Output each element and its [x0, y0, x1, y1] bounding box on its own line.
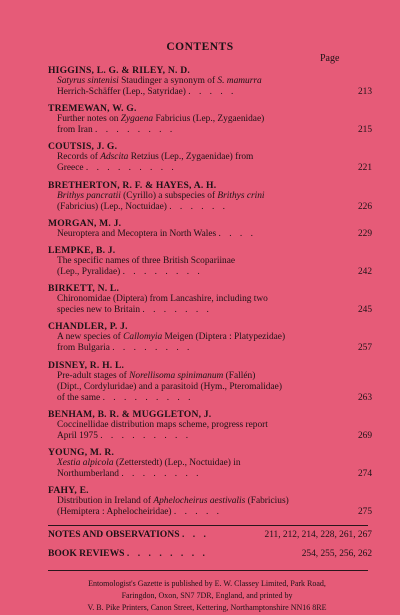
- entry-author: MORGAN, M. J.: [48, 217, 122, 229]
- contents-entry: [48, 283, 372, 316]
- entry-title-line: [48, 125, 372, 136]
- italic-taxon: Aphelocheirus aestivalis: [153, 496, 246, 507]
- page-number: 242: [357, 266, 372, 277]
- entry-title-line: [48, 507, 372, 518]
- contents-entry: [48, 408, 372, 442]
- dot-leader: . . . . . . . . .: [100, 430, 192, 441]
- entry-title-line: [48, 87, 372, 98]
- title-text: of the same: [57, 392, 101, 403]
- entry-author: FAHY, E.: [48, 485, 89, 497]
- entry-author: BENHAM, B. R. & MUGGLETON, J.: [48, 408, 212, 420]
- entry-title-line: [48, 152, 356, 163]
- title-text: Neuroptera and Mecoptera in North Wales: [57, 228, 217, 239]
- section-label: BOOK REVIEWS: [48, 548, 125, 559]
- dot-leader: . . . . . . . . .: [102, 392, 194, 403]
- section-pages: 211, 212, 214, 228, 261, 267: [264, 530, 372, 540]
- page-number: 274: [357, 468, 372, 479]
- section-label: NOTES AND OBSERVATIONS: [48, 529, 180, 540]
- entry-title-line: [48, 163, 372, 174]
- contents-entry: [48, 103, 372, 136]
- entry-author: LEMPKE, B. J.: [48, 244, 116, 256]
- entry-title-line: [48, 256, 356, 267]
- dot-leader: . . . .: [218, 228, 256, 239]
- title-text: (Zetterstedt) (Lep., Noctuidae) in: [113, 457, 241, 468]
- dot-leader: . . .: [181, 529, 209, 540]
- contents-heading: CONTENTS: [166, 41, 234, 53]
- dot-leader: . . . . .: [188, 87, 237, 97]
- section-row: [48, 548, 372, 560]
- dot-leader: . . . . . . . .: [112, 343, 193, 354]
- entry-title-line: [48, 343, 372, 354]
- entry-author: BIRKETT, N. L.: [48, 283, 120, 295]
- entry-title-line: [48, 76, 356, 87]
- divider-rule: [48, 525, 368, 526]
- page-number: 275: [357, 507, 372, 518]
- title-text: (Lep., Pyralidae): [57, 266, 121, 277]
- title-text: (Fabricius) (Lep., Noctuidae): [57, 201, 167, 212]
- title-text: A new species of: [57, 332, 124, 343]
- italic-taxon: Callomyia: [123, 332, 163, 343]
- title-text: Retzius (Lep., Zygaenidae) from: [128, 152, 254, 163]
- title-text: Meigen (Diptera : Platypezidae): [162, 332, 286, 343]
- title-text: (Fabricius): [245, 496, 289, 507]
- contents-entry: [48, 217, 372, 240]
- title-text: (Hemiptera : Aphelocheiridae): [57, 507, 172, 518]
- section-row: [48, 529, 372, 541]
- title-text: from Iran: [57, 125, 93, 136]
- entry-author: COUTSIS, J. G.: [48, 141, 118, 153]
- italic-taxon: Norellisoma spinimanum: [129, 370, 224, 381]
- entry-author: DISNEY, R. H. L.: [48, 359, 125, 371]
- dot-leader: . . . . . . .: [142, 305, 212, 316]
- contents-entry: [48, 321, 372, 354]
- contents-entry: [48, 485, 372, 518]
- entry-title-line: [48, 114, 356, 125]
- entry-author: CHANDLER, P. J.: [48, 321, 128, 333]
- title-text: April 1975: [57, 430, 98, 441]
- dot-leader: . . . . . . . .: [95, 125, 176, 136]
- page-number: 257: [357, 343, 372, 354]
- title-text: The specific names of three British Scopariinae: [57, 255, 236, 266]
- section-pages: 254, 255, 256, 262: [301, 549, 372, 559]
- italic-taxon: Xestia alpicola: [57, 457, 114, 468]
- page-number: 213: [357, 87, 372, 97]
- page-number: 221: [357, 163, 372, 174]
- entry-title-line: [48, 191, 356, 202]
- entry-title-line: [48, 392, 372, 404]
- entry-title-line: [48, 496, 356, 507]
- divider-rule: [48, 570, 368, 571]
- entry-title-line: [48, 332, 356, 343]
- entry-author: HIGGINS, L. G. & RILEY, N. D.: [48, 65, 190, 76]
- contents-entry: [48, 141, 372, 174]
- entry-title-line: [48, 294, 356, 305]
- dot-leader: . . . . . . . .: [121, 468, 202, 479]
- page-number: 229: [357, 228, 372, 239]
- dot-leader: . . . . . . . .: [122, 266, 203, 277]
- dot-leader: . . . . . . . .: [126, 548, 208, 559]
- footer-line: Entomologist's Gazette is published by E. W. Classey Limited, Park Road,: [88, 579, 326, 588]
- title-text: Coccinellidae distribution maps scheme, progress report: [57, 419, 268, 430]
- italic-taxon: Brithys crini: [217, 190, 265, 201]
- title-text: Greece: [57, 163, 84, 174]
- italic-taxon: Satyrus sintenisi: [57, 76, 119, 86]
- entry-author: YOUNG, M. R.: [48, 446, 115, 458]
- dot-leader: . . . . .: [173, 507, 222, 518]
- title-text: Distribution in Ireland of: [57, 496, 154, 507]
- entry-author: BRETHERTON, R. F. & HAYES, A. H.: [48, 179, 217, 191]
- title-text: Herrich-Schäffer (Lep., Satyridae): [57, 87, 186, 97]
- contents-entry: [48, 446, 372, 480]
- footer-line: V. B. Pike Printers, Canon Street, Kettering, Northamptonshire NN16 8RE: [87, 603, 327, 612]
- contents-entry: [48, 244, 372, 278]
- page-number: 215: [357, 125, 372, 136]
- title-text: (Cyrillo) a subspecies of: [120, 190, 218, 201]
- contents-entry: [48, 179, 372, 213]
- italic-taxon: Brithys pancratii: [57, 190, 121, 201]
- entry-author: TREMEWAN, W. G.: [48, 103, 137, 115]
- entry-title-line: [48, 201, 372, 213]
- title-text: Pre-adult stages of: [57, 370, 130, 381]
- page-column-label: Page: [320, 53, 340, 64]
- entry-title-line: [48, 430, 372, 442]
- entry-title-line: [48, 382, 356, 393]
- contents-entry: [48, 65, 372, 98]
- title-text: Further notes on: [57, 114, 121, 125]
- entry-title-line: [48, 468, 372, 480]
- page-number: 226: [357, 201, 372, 212]
- title-text: (Fallén): [223, 370, 256, 381]
- italic-taxon: Zygaena: [120, 114, 154, 125]
- contents-entry: [48, 359, 372, 404]
- title-text: species new to Britain: [57, 305, 141, 316]
- title-text: Records of: [57, 152, 101, 163]
- title-text: from Bulgaria: [57, 343, 110, 354]
- page-number: 245: [357, 305, 372, 316]
- page-number: 263: [357, 392, 372, 403]
- dot-leader: . . . . . . . . .: [85, 163, 177, 174]
- page-number: 269: [357, 430, 372, 441]
- entry-title-line: [48, 305, 372, 316]
- entry-title-line: [48, 266, 372, 278]
- entry-title-line: [48, 420, 356, 431]
- italic-taxon: Adscita: [100, 152, 129, 163]
- dot-leader: . . . . . .: [169, 201, 228, 212]
- entry-title-line: [48, 228, 372, 240]
- italic-taxon: S. mamurra: [217, 76, 262, 86]
- publisher-footer: [40, 578, 374, 614]
- section-list: [48, 529, 372, 567]
- title-text: Northumberland: [57, 468, 119, 479]
- title-text: (Dipt., Cordyluridae) and a parasitoid (Hym., Pteromalidae): [57, 381, 282, 392]
- title-text: Chironomidae (Diptera) from Lancashire, including two: [57, 294, 268, 305]
- entry-title-line: [48, 458, 356, 469]
- footer-line: Faringdon, Oxon, SN7 7DR, England, and printed by: [121, 591, 293, 600]
- contents-list: [48, 65, 372, 523]
- title-text: Fabricius (Lep., Zygaenidae): [153, 114, 265, 125]
- title-text: Staudinger a synonym of: [118, 76, 218, 86]
- entry-title-line: [48, 371, 356, 382]
